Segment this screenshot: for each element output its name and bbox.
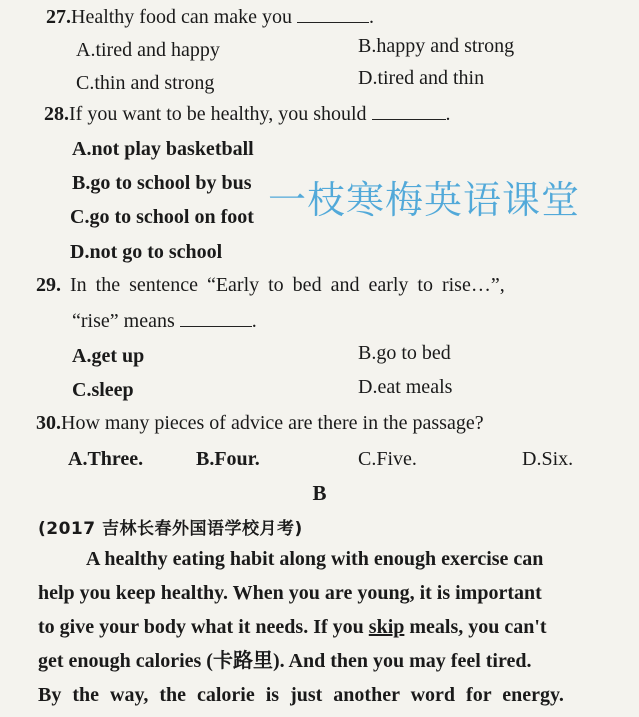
section-label: B bbox=[312, 481, 327, 505]
passage-line-4: get enough calories (卡路里). And then you may feel tired. bbox=[38, 650, 532, 672]
question-number: 27. bbox=[46, 6, 71, 28]
question-number: 28. bbox=[44, 103, 69, 125]
passage-text: to give your body what it needs. If you bbox=[38, 616, 369, 638]
question-text: How many pieces of advice are there in the passage? bbox=[61, 412, 484, 434]
passage-line-3 bbox=[38, 614, 547, 640]
answer-blank bbox=[372, 103, 446, 120]
passage-line-5: By the way, the calorie is just another word for energy. bbox=[38, 684, 564, 706]
question-punct: . bbox=[445, 103, 451, 125]
question-28-stem bbox=[44, 101, 451, 127]
underlined-word: skip bbox=[368, 616, 405, 638]
option-28-b: B.go to school by bus bbox=[72, 172, 252, 194]
option-29-c: C.sleep bbox=[72, 379, 134, 401]
question-29-stem-line1 bbox=[36, 272, 505, 298]
option-30-a: A.Three. bbox=[68, 448, 144, 470]
passage-text: meals, you can't bbox=[404, 616, 547, 638]
question-punct: . bbox=[369, 6, 375, 28]
question-number: 30. bbox=[36, 412, 61, 434]
option-30-b: B.Four. bbox=[196, 448, 260, 470]
answer-blank bbox=[297, 6, 369, 23]
passage-line-2: help you keep healthy. When you are young, it is important bbox=[38, 582, 542, 604]
option-27-c: C.thin and strong bbox=[76, 72, 215, 94]
option-30-c: C.Five. bbox=[358, 448, 417, 470]
answer-blank bbox=[180, 310, 252, 327]
option-27-a: A.tired and happy bbox=[76, 39, 220, 61]
question-text: Healthy food can make you bbox=[71, 6, 298, 28]
option-30-d: D.Six. bbox=[522, 448, 574, 470]
option-29-b: B.go to bed bbox=[358, 342, 451, 364]
question-27-stem bbox=[46, 4, 374, 30]
option-28-d: D.not go to school bbox=[70, 241, 223, 263]
question-30-stem bbox=[36, 410, 484, 436]
question-text: “rise” means bbox=[72, 310, 180, 332]
question-text: If you want to be healthy, you should bbox=[69, 103, 372, 125]
source-note: (2017 吉林长春外国语学校月考) bbox=[38, 519, 303, 539]
passage-line-1: A healthy eating habit along with enough exercise can bbox=[86, 548, 544, 570]
question-punct: . bbox=[251, 310, 257, 332]
option-27-d: D.tired and thin bbox=[358, 67, 485, 89]
option-29-d: D.eat meals bbox=[358, 376, 453, 398]
question-text: In the sentence “Early to bed and early to rise…”, bbox=[61, 274, 505, 296]
watermark-text: 一枝寒梅英语课堂 bbox=[268, 178, 581, 222]
option-28-a: A.not play basketball bbox=[72, 138, 254, 160]
question-29-stem-line2 bbox=[72, 308, 257, 334]
option-28-c: C.go to school on foot bbox=[70, 206, 254, 228]
option-27-b: B.happy and strong bbox=[358, 35, 515, 57]
option-29-a: A.get up bbox=[72, 345, 145, 367]
question-number: 29. bbox=[36, 274, 61, 296]
